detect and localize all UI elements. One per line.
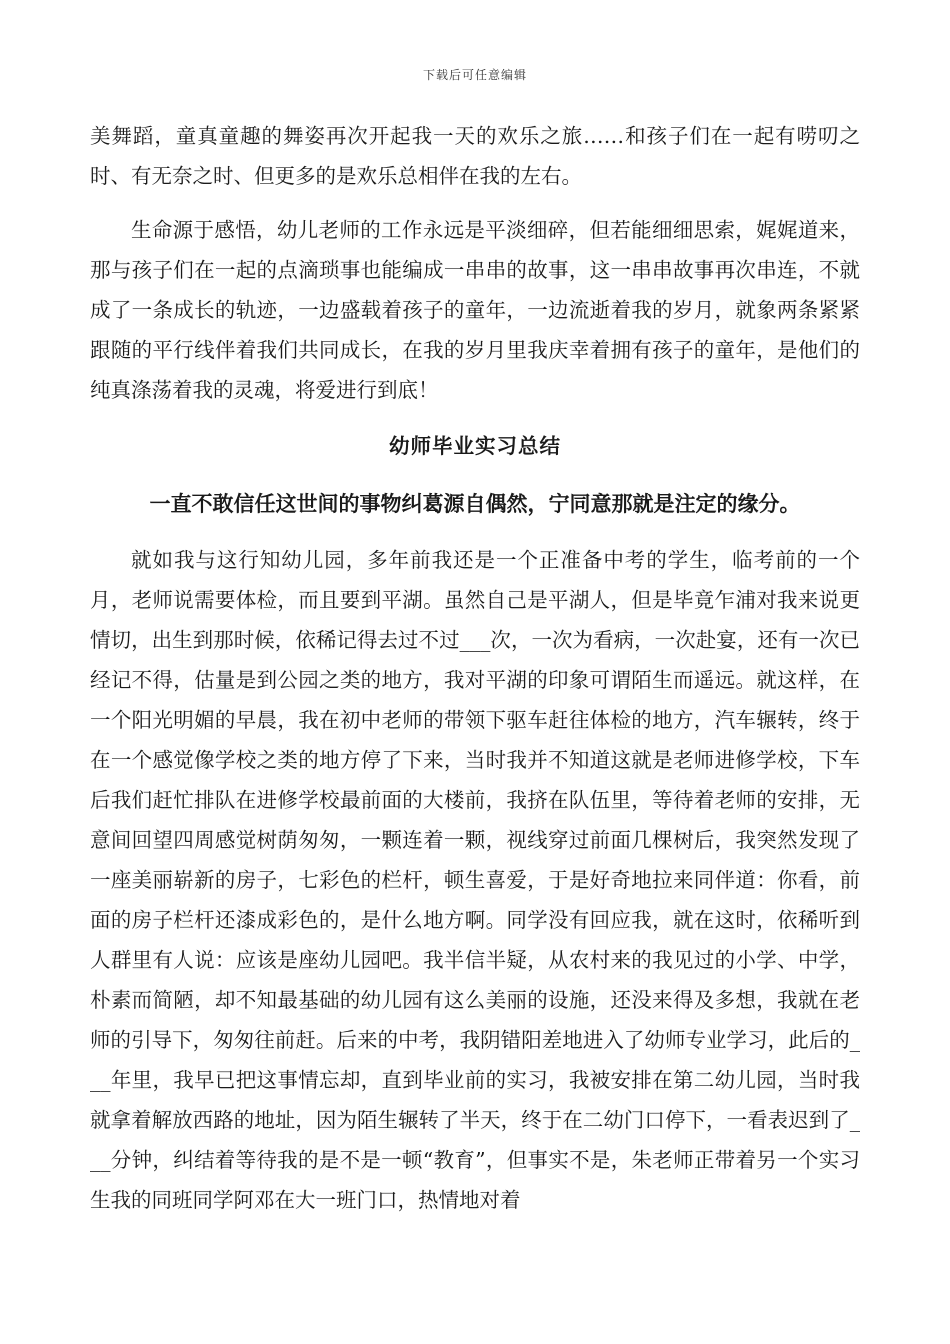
document-body xyxy=(90,116,860,1220)
paragraph-story: 就如我与这行知幼儿园，多年前我还是一个正准备中考的学生，临考前的一个月，老师说需要体检，而且要到平湖。虽然自己是平湖人，但是毕竟乍浦对我来说更情切，出生到那时候，依稀记得去过不过___次，一次为看病，一次赴宴，还有一次已经记不得，估量是到公园之类的地方，我对平湖的印象可谓陌生而遥远。就这样，在一个阳光明媚的早晨，我在初中老师的带领下驱车赶往体检的地方，汽车辗转，终于在一个感觉像学校之类的地方停了下来，当时我并不知道这就是老师进修学校，下车后我们赶忙排队在进修学校最前面的大楼前，我挤在队伍里，等待着老师的安排，无意间回望四周感觉树荫匆匆，一颗连着一颗，视线穿过前面几棵树后，我突然发现了一座美丽崭新的房子，七彩色的栏杆，顿生喜爱，于是好奇地拉来同伴道：你看，前面的房子栏杆还漆成彩色的，是什么地方啊。同学没有回应我，就在这时，依稀听到人群里有人说：应该是座幼儿园吧。我半信半疑，从农村来的我见过的小学、中学，朴素而简陋，却不知最基础的幼儿园有这么美丽的设施，还没来得及多想，我就在老师的引导下，匆匆往前赶。后来的中考，我阴错阳差地进入了幼师专业学习，此后的___年里，我早已把这事情忘却，直到毕业前的实习，我被安排在第二幼儿园，当时我就拿着解放西路的地址，因为陌生辗转了半天，终于在二幼门口停下，一看表迟到了___分钟，纠结着等待我的是不是一顿“教育”，但事实不是，朱老师正带着另一个实习生我的同班同学阿邓在大一班门口，热情地对着 xyxy=(90,548,860,1212)
section-title: 幼师毕业实习总结 xyxy=(389,434,561,458)
section-subtitle: 一直不敢信任这世间的事物纠葛源自偶然，宁同意那就是注定的缘分。 xyxy=(149,491,801,516)
paragraph-continued: 美舞蹈，童真童趣的舞姿再次开起我一天的欢乐之旅……和孩子们在一起有唠叨之时、有无奈之时、但更多的是欢乐总相伴在我的左右。 xyxy=(90,124,860,188)
paragraph-reflection: 生命源于感悟，幼儿老师的工作永远是平淡细碎，但若能细细思索，娓娓道来，那与孩子们在一起的点滴琐事也能编成一串串的故事，这一串串故事再次串连，不就成了一条成长的轨迹，一边盛载着孩子的童年，一边流逝着我的岁月，就象两条紧紧跟随的平行线伴着我们共同成长，在我的岁月里我庆幸着拥有孩子的童年，是他们的纯真涤荡着我的灵魂，将爱进行到底！ xyxy=(90,218,860,402)
header-note: 下载后可任意编辑 xyxy=(422,68,527,82)
